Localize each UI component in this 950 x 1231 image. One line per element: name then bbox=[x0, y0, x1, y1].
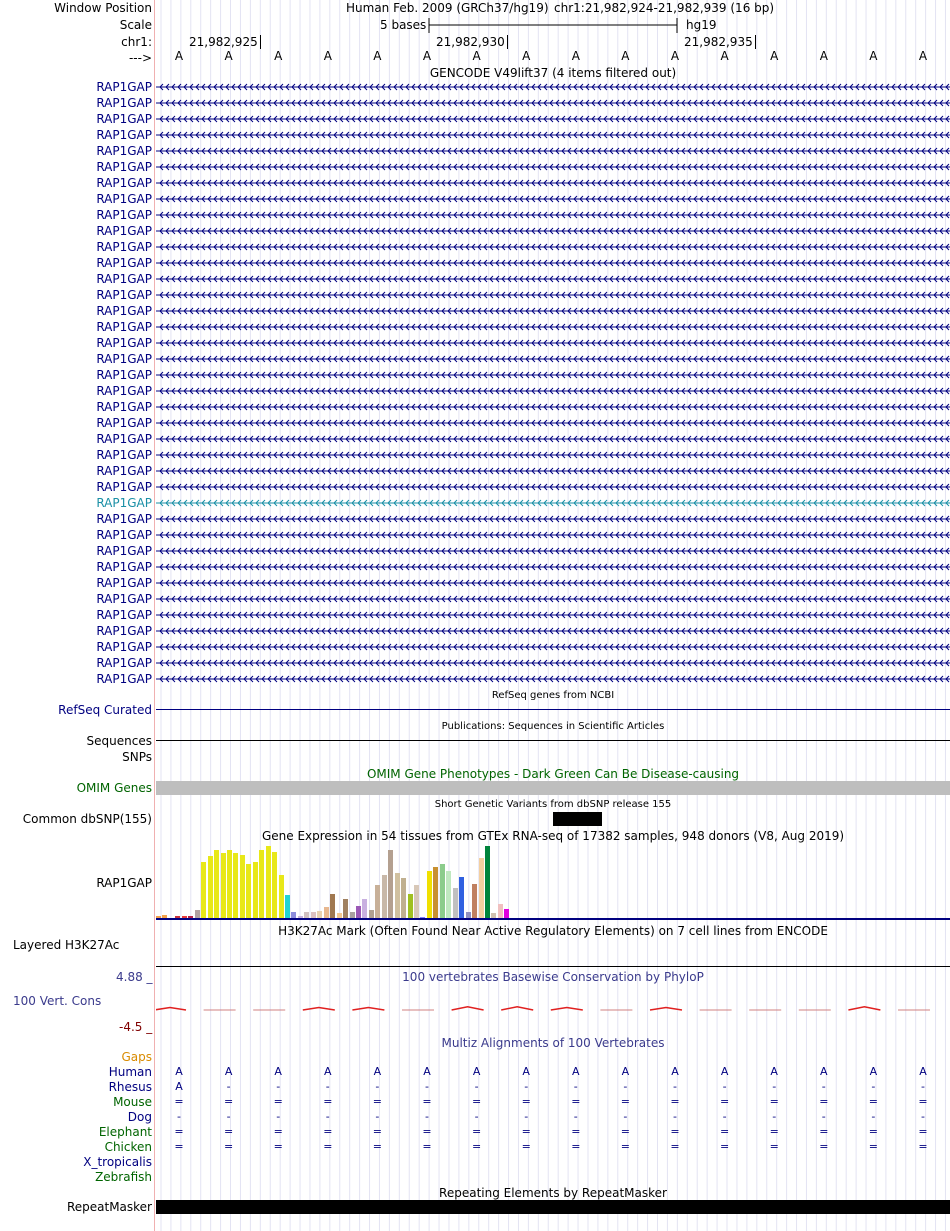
gencode-transcript[interactable] bbox=[156, 498, 950, 508]
gencode-gene-label[interactable]: RAP1GAP bbox=[96, 576, 152, 590]
window-position-label: Window Position bbox=[54, 1, 152, 15]
sequence-base: A bbox=[869, 49, 878, 63]
gencode-gene-label[interactable]: RAP1GAP bbox=[96, 448, 152, 462]
alignment-base: = bbox=[323, 1095, 333, 1108]
gencode-transcript[interactable] bbox=[156, 434, 950, 444]
alignment-base: = bbox=[719, 1140, 730, 1153]
alignment-base: - bbox=[821, 1080, 826, 1093]
gencode-gene-label[interactable]: RAP1GAP bbox=[96, 352, 152, 366]
species-label[interactable]: Zebrafish bbox=[95, 1170, 152, 1184]
alignment-base: = bbox=[422, 1125, 432, 1138]
gencode-gene-label[interactable]: RAP1GAP bbox=[96, 208, 152, 222]
gencode-transcript[interactable] bbox=[156, 290, 950, 300]
alignment-base: A bbox=[522, 1065, 530, 1078]
alignment-base: = bbox=[223, 1140, 234, 1153]
alignment-base: - bbox=[871, 1080, 876, 1093]
alignment-base: A bbox=[671, 1065, 679, 1078]
phylop-score bbox=[352, 1008, 384, 1010]
gencode-gene-label[interactable]: RAP1GAP bbox=[96, 304, 152, 318]
alignment-base: A bbox=[869, 1065, 878, 1078]
alignment-base: = bbox=[670, 1095, 680, 1108]
alignment-base: - bbox=[673, 1110, 677, 1123]
gtex-tissue-bar[interactable] bbox=[433, 867, 438, 919]
sequence-base: A bbox=[422, 49, 432, 63]
gencode-transcript[interactable] bbox=[156, 578, 950, 588]
refseq-title[interactable]: RefSeq genes from NCBI bbox=[491, 690, 615, 701]
alignment-base: - bbox=[623, 1110, 628, 1123]
alignment-base: = bbox=[323, 1125, 333, 1138]
gencode-transcript[interactable] bbox=[156, 82, 950, 92]
alignment-base: = bbox=[918, 1125, 928, 1138]
alignment-base: = bbox=[471, 1095, 482, 1108]
sequence-base: A bbox=[174, 49, 184, 63]
gtex-tissue-bar[interactable] bbox=[472, 884, 477, 919]
phylop-score bbox=[303, 1008, 335, 1010]
gencode-transcript[interactable] bbox=[156, 626, 950, 636]
snps-label[interactable]: SNPs bbox=[122, 750, 152, 764]
alignment-base: = bbox=[372, 1140, 382, 1153]
scale-bar bbox=[428, 18, 680, 34]
alignment-base: = bbox=[769, 1125, 779, 1138]
gtex-tissue-bar[interactable] bbox=[259, 850, 264, 919]
alignment-base: = bbox=[521, 1140, 531, 1153]
gencode-gene-label[interactable]: RAP1GAP bbox=[96, 288, 152, 302]
alignment-base: = bbox=[174, 1125, 184, 1138]
alignment-base: - bbox=[573, 1080, 578, 1093]
alignment-base: = bbox=[372, 1095, 382, 1108]
alignment-base: A bbox=[572, 1065, 580, 1078]
multiz-title[interactable]: Multiz Alignments of 100 Vertebrates bbox=[441, 1036, 665, 1050]
sequence-base: A bbox=[274, 49, 283, 63]
phylop-score bbox=[452, 1007, 484, 1010]
phylop-score bbox=[156, 1008, 186, 1010]
sequence-base: A bbox=[224, 49, 233, 63]
gencode-title[interactable]: GENCODE V49lift37 (4 items filtered out) bbox=[429, 66, 677, 80]
gtex-tissue-bar[interactable] bbox=[201, 862, 206, 919]
alignment-base: = bbox=[769, 1095, 779, 1108]
alignment-base: = bbox=[521, 1095, 531, 1108]
species-label[interactable]: Elephant bbox=[98, 1125, 152, 1139]
gtex-tissue-bar[interactable] bbox=[279, 875, 284, 919]
alignment-base: = bbox=[571, 1095, 581, 1108]
gencode-transcript[interactable] bbox=[156, 674, 950, 684]
alignment-base: = bbox=[620, 1125, 630, 1138]
gencode-gene-label[interactable]: RAP1GAP bbox=[96, 256, 152, 270]
cons-title[interactable]: 100 vertebrates Basewise Conservation by PhyloP bbox=[402, 970, 704, 984]
gtex-tissue-bar[interactable] bbox=[285, 895, 290, 919]
gencode-transcript[interactable] bbox=[156, 306, 950, 316]
gencode-gene-label[interactable]: RAP1GAP bbox=[96, 416, 152, 430]
gencode-gene-label[interactable]: RAP1GAP bbox=[96, 512, 152, 526]
alignment-base: A bbox=[720, 1065, 729, 1078]
gencode-transcript[interactable] bbox=[156, 130, 950, 140]
gtex-tissue-bar[interactable] bbox=[401, 878, 406, 919]
alignment-base: - bbox=[524, 1110, 529, 1123]
gencode-transcript[interactable] bbox=[156, 370, 950, 380]
sequences-label[interactable]: Sequences bbox=[86, 734, 152, 748]
alignment-base: A bbox=[175, 1080, 183, 1093]
gtex-tissue-bar[interactable] bbox=[214, 850, 219, 919]
alignment-base: = bbox=[174, 1095, 184, 1108]
gencode-transcript[interactable] bbox=[156, 178, 950, 188]
alignment-base: = bbox=[868, 1125, 878, 1138]
tick-label-3: 21,982,935 bbox=[684, 35, 756, 49]
pubs-title[interactable]: Publications: Sequences in Scientific Articles bbox=[441, 721, 665, 732]
gtex-baseline bbox=[156, 918, 950, 920]
gencode-transcript[interactable] bbox=[156, 322, 950, 332]
gencode-transcript[interactable] bbox=[156, 402, 950, 412]
alignment-base: = bbox=[769, 1140, 779, 1153]
alignment-base: A bbox=[820, 1065, 828, 1078]
gencode-gene-label[interactable]: RAP1GAP bbox=[96, 608, 152, 622]
rmsk-label[interactable]: RepeatMasker bbox=[66, 1200, 152, 1214]
alignment-base: = bbox=[223, 1125, 234, 1138]
alignment-base: = bbox=[273, 1140, 283, 1153]
h3k27ac-title[interactable]: H3K27Ac Mark (Often Found Near Active Regulatory Elements) on 7 cell lines from ENCODE bbox=[278, 924, 828, 938]
gencode-gene-label[interactable]: RAP1GAP bbox=[96, 560, 152, 574]
cons-label[interactable]: 100 Vert. Cons bbox=[13, 994, 102, 1008]
gencode-gene-label[interactable]: RAP1GAP bbox=[96, 368, 152, 382]
h3k27ac-label[interactable]: Layered H3K27Ac bbox=[13, 938, 120, 952]
gencode-gene-label[interactable]: RAP1GAP bbox=[96, 432, 152, 446]
gtex-tissue-bar[interactable] bbox=[440, 864, 445, 919]
alignment-base: = bbox=[620, 1095, 630, 1108]
gencode-transcript[interactable] bbox=[156, 562, 950, 572]
gencode-transcript[interactable] bbox=[156, 338, 950, 348]
gencode-transcript[interactable] bbox=[156, 450, 950, 460]
alignment-base: A bbox=[324, 1065, 332, 1078]
alignment-base: = bbox=[273, 1125, 283, 1138]
alignment-base: - bbox=[772, 1080, 777, 1093]
alignment-base: = bbox=[918, 1095, 928, 1108]
gencode-gene-label[interactable]: RAP1GAP bbox=[96, 624, 152, 638]
sequence-base: A bbox=[472, 49, 481, 63]
gtex-tissue-bar[interactable] bbox=[446, 871, 451, 919]
sequence-base: A bbox=[670, 49, 680, 63]
alignment-base: = bbox=[719, 1095, 730, 1108]
gencode-gene-label[interactable]: RAP1GAP bbox=[96, 272, 152, 286]
sequence-base: A bbox=[571, 49, 580, 63]
gtex-tissue-bar[interactable] bbox=[227, 850, 232, 919]
gencode-transcript[interactable] bbox=[156, 274, 950, 284]
gencode-transcript[interactable] bbox=[156, 210, 950, 220]
omim-title[interactable]: OMIM Gene Phenotypes - Dark Green Can Be Disease-causing bbox=[366, 767, 740, 781]
alignment-base: - bbox=[524, 1080, 529, 1093]
gencode-transcript[interactable] bbox=[156, 514, 950, 524]
gtex-tissue-bar[interactable] bbox=[240, 855, 245, 919]
species-label[interactable]: Rhesus bbox=[108, 1080, 152, 1094]
rmsk-bar[interactable] bbox=[156, 1200, 950, 1214]
gencode-gene-label[interactable]: RAP1GAP bbox=[96, 320, 152, 334]
alignment-base: A bbox=[770, 1065, 778, 1078]
alignment-base: = bbox=[719, 1125, 730, 1138]
dbsnp-variant[interactable] bbox=[553, 812, 603, 826]
gencode-gene-label[interactable]: RAP1GAP bbox=[96, 400, 152, 414]
gencode-transcript[interactable] bbox=[156, 258, 950, 268]
alignment-base: - bbox=[821, 1110, 826, 1123]
position-text[interactable]: chr1:21,982,924-21,982,939 (16 bp) bbox=[554, 1, 775, 15]
gencode-gene-label[interactable]: RAP1GAP bbox=[96, 224, 152, 238]
alignment-base: = bbox=[868, 1140, 878, 1153]
dbsnp-title[interactable]: Short Genetic Variants from dbSNP release 155 bbox=[434, 799, 672, 810]
gtex-tissue-bar[interactable] bbox=[375, 885, 380, 919]
species-label[interactable]: Chicken bbox=[104, 1140, 152, 1154]
rmsk-title[interactable]: Repeating Elements by RepeatMasker bbox=[439, 1186, 667, 1200]
gencode-transcript[interactable] bbox=[156, 242, 950, 252]
gencode-transcript[interactable] bbox=[156, 610, 950, 620]
alignment-base: = bbox=[471, 1140, 482, 1153]
alignment-base: A bbox=[621, 1065, 630, 1078]
gencode-gene-label[interactable]: RAP1GAP bbox=[96, 480, 152, 494]
phylop-score bbox=[551, 1008, 583, 1010]
sequence-base: A bbox=[373, 49, 382, 63]
gtex-tissue-bar[interactable] bbox=[414, 885, 419, 919]
gencode-gene-label[interactable]: RAP1GAP bbox=[96, 96, 152, 110]
alignment-base: = bbox=[819, 1125, 829, 1138]
gencode-gene-label[interactable]: RAP1GAP bbox=[96, 640, 152, 654]
phylop-score bbox=[501, 1007, 533, 1010]
species-label[interactable]: Human bbox=[108, 1065, 152, 1079]
h3k27ac-line[interactable] bbox=[156, 966, 950, 967]
scale-text: 5 bases bbox=[380, 18, 427, 32]
alignment-base: = bbox=[521, 1125, 531, 1138]
gencode-gene-label[interactable]: RAP1GAP bbox=[96, 240, 152, 254]
alignment-base: = bbox=[571, 1125, 581, 1138]
gtex-tissue-bar[interactable] bbox=[246, 864, 251, 919]
sequence-base: A bbox=[819, 49, 828, 63]
alignment-base: - bbox=[673, 1080, 677, 1093]
omim-label[interactable]: OMIM Genes bbox=[76, 781, 152, 795]
gtex-tissue-bar[interactable] bbox=[253, 862, 258, 919]
alignment-base: - bbox=[375, 1110, 380, 1123]
alignment-base: = bbox=[323, 1140, 333, 1153]
alignment-base: - bbox=[474, 1080, 479, 1093]
gencode-gene-label[interactable]: RAP1GAP bbox=[96, 656, 152, 670]
gencode-gene-label[interactable]: RAP1GAP bbox=[96, 160, 152, 174]
gencode-gene-label[interactable]: RAP1GAP bbox=[96, 192, 152, 206]
gencode-transcript[interactable] bbox=[156, 466, 950, 476]
gencode-gene-label[interactable]: RAP1GAP bbox=[96, 592, 152, 606]
cons-min: -4.5 _ bbox=[119, 1020, 153, 1034]
alignment-base: A bbox=[373, 1065, 382, 1078]
gencode-transcript[interactable] bbox=[156, 226, 950, 236]
assembly-text[interactable]: Human Feb. 2009 (GRCh37/hg19) bbox=[346, 1, 549, 15]
gtex-tissue-bar[interactable] bbox=[388, 850, 393, 919]
gtex-chart[interactable] bbox=[156, 844, 950, 919]
alignment-base: - bbox=[921, 1110, 925, 1123]
gencode-gene-label[interactable]: RAP1GAP bbox=[96, 112, 152, 126]
gtex-tissue-bar[interactable] bbox=[272, 852, 277, 919]
alignment-base: - bbox=[325, 1110, 330, 1123]
tick-label-1: 21,982,925 bbox=[189, 35, 261, 49]
gtex-tissue-bar[interactable] bbox=[208, 856, 213, 919]
alignment-base: A bbox=[175, 1065, 183, 1078]
phylop-score bbox=[848, 1007, 880, 1010]
alignment-base: - bbox=[573, 1110, 578, 1123]
alignment-base: - bbox=[375, 1080, 380, 1093]
scale-label: Scale bbox=[119, 18, 152, 32]
alignment-base: - bbox=[921, 1080, 925, 1093]
gencode-transcript[interactable] bbox=[156, 418, 950, 428]
gencode-transcript[interactable] bbox=[156, 354, 950, 364]
species-label[interactable]: Dog bbox=[127, 1110, 152, 1124]
alignment-base: = bbox=[422, 1140, 432, 1153]
alignment-base: - bbox=[474, 1110, 479, 1123]
gtex-tissue-bar[interactable] bbox=[479, 858, 484, 919]
gencode-transcript[interactable] bbox=[156, 146, 950, 156]
alignment-base: - bbox=[772, 1110, 777, 1123]
alignment-base: - bbox=[871, 1110, 876, 1123]
alignment-base: - bbox=[722, 1080, 727, 1093]
alignment-base: = bbox=[918, 1140, 928, 1153]
alignment-base: A bbox=[472, 1065, 481, 1078]
alignment-base: = bbox=[571, 1140, 581, 1153]
gencode-transcript[interactable] bbox=[156, 594, 950, 604]
gencode-gene-label[interactable]: RAP1GAP bbox=[96, 384, 152, 398]
gaps-label[interactable]: Gaps bbox=[121, 1050, 152, 1064]
tick-label-2: 21,982,930 bbox=[436, 35, 508, 49]
alignment-base: - bbox=[276, 1110, 281, 1123]
alignment-base: - bbox=[226, 1110, 231, 1123]
gtex-label[interactable]: RAP1GAP bbox=[96, 876, 152, 890]
gencode-gene-label[interactable]: RAP1GAP bbox=[96, 544, 152, 558]
sequence-base: A bbox=[770, 49, 779, 63]
gencode-gene-label[interactable]: RAP1GAP bbox=[96, 176, 152, 190]
gtex-tissue-bar[interactable] bbox=[266, 846, 271, 919]
omim-bar[interactable] bbox=[156, 781, 950, 795]
alignment-base: = bbox=[174, 1140, 184, 1153]
alignment-base: = bbox=[223, 1095, 234, 1108]
label-divider bbox=[154, 0, 155, 1231]
alignment-base: = bbox=[273, 1095, 283, 1108]
phylop-score bbox=[650, 1008, 682, 1010]
sequence-base: A bbox=[918, 49, 928, 63]
alignment-base: - bbox=[177, 1110, 181, 1123]
gencode-transcript[interactable] bbox=[156, 546, 950, 556]
gtex-tissue-bar[interactable] bbox=[459, 877, 464, 919]
gencode-gene-label[interactable]: RAP1GAP bbox=[96, 672, 152, 686]
sequence-base: A bbox=[720, 49, 729, 63]
alignment-base: = bbox=[819, 1140, 829, 1153]
gtex-title[interactable]: Gene Expression in 54 tissues from GTEx RNA-seq of 17382 samples, 948 donors (V8, Aug 2019) bbox=[261, 829, 845, 843]
dbsnp-label[interactable]: Common dbSNP(155) bbox=[22, 812, 152, 826]
gtex-tissue-bar[interactable] bbox=[427, 871, 432, 919]
db-text: hg19 bbox=[686, 18, 717, 32]
gtex-tissue-bar[interactable] bbox=[408, 894, 413, 919]
gencode-gene-label[interactable]: RAP1GAP bbox=[96, 496, 152, 510]
gtex-tissue-bar[interactable] bbox=[498, 904, 503, 919]
gencode-gene-label[interactable]: RAP1GAP bbox=[96, 128, 152, 142]
gencode-transcript[interactable] bbox=[156, 658, 950, 668]
alignment-base: - bbox=[623, 1080, 628, 1093]
gencode-gene-label[interactable]: RAP1GAP bbox=[96, 464, 152, 478]
gtex-tissue-bar[interactable] bbox=[330, 894, 335, 919]
species-label[interactable]: Mouse bbox=[113, 1095, 152, 1109]
pubs-line[interactable] bbox=[156, 740, 950, 741]
alignment-base: - bbox=[425, 1110, 429, 1123]
alignment-base: = bbox=[372, 1125, 382, 1138]
cons-max: 4.88 _ bbox=[116, 970, 153, 984]
gencode-transcript[interactable] bbox=[156, 530, 950, 540]
sequence-base: A bbox=[621, 49, 630, 63]
strand-label: ---> bbox=[128, 51, 152, 65]
sequence-base: A bbox=[323, 49, 332, 63]
gtex-tissue-bar[interactable] bbox=[233, 853, 238, 919]
sequence-base: A bbox=[522, 49, 531, 63]
alignment-base: - bbox=[425, 1080, 429, 1093]
alignment-base: A bbox=[919, 1065, 927, 1078]
gencode-transcript[interactable] bbox=[156, 162, 950, 172]
gencode-transcript[interactable] bbox=[156, 114, 950, 124]
species-label[interactable]: X_tropicalis bbox=[83, 1155, 152, 1169]
gencode-transcript[interactable] bbox=[156, 386, 950, 396]
gtex-tissue-bar[interactable] bbox=[221, 853, 226, 919]
alignment-base: A bbox=[274, 1065, 282, 1078]
gencode-transcript[interactable] bbox=[156, 194, 950, 204]
gtex-tissue-bar[interactable] bbox=[453, 888, 458, 919]
alignment-base: = bbox=[670, 1140, 680, 1153]
phylop-plot[interactable] bbox=[156, 990, 950, 1030]
alignment-base: - bbox=[276, 1080, 281, 1093]
gtex-tissue-bar[interactable] bbox=[485, 846, 490, 919]
refseq-label[interactable]: RefSeq Curated bbox=[58, 703, 152, 717]
gencode-gene-label[interactable]: RAP1GAP bbox=[96, 336, 152, 350]
gencode-transcript[interactable] bbox=[156, 482, 950, 492]
gtex-tissue-bar[interactable] bbox=[395, 873, 400, 919]
alignment-base: = bbox=[422, 1095, 432, 1108]
alignment-base: - bbox=[226, 1080, 231, 1093]
refseq-line[interactable] bbox=[156, 709, 950, 710]
alignment-base: = bbox=[670, 1125, 680, 1138]
gencode-transcript[interactable] bbox=[156, 642, 950, 652]
gencode-gene-label[interactable]: RAP1GAP bbox=[96, 528, 152, 542]
gtex-tissue-bar[interactable] bbox=[362, 899, 367, 919]
chrom-label: chr1: bbox=[121, 35, 152, 49]
gencode-gene-label[interactable]: RAP1GAP bbox=[96, 80, 152, 94]
alignment-base: = bbox=[471, 1125, 482, 1138]
alignment-base: - bbox=[325, 1080, 330, 1093]
alignment-base: = bbox=[819, 1095, 829, 1108]
gencode-transcript[interactable] bbox=[156, 98, 950, 108]
alignment-base: A bbox=[423, 1065, 431, 1078]
alignment-base: A bbox=[224, 1065, 233, 1078]
gtex-tissue-bar[interactable] bbox=[343, 899, 348, 919]
gencode-gene-label[interactable]: RAP1GAP bbox=[96, 144, 152, 158]
alignment-base: = bbox=[620, 1140, 630, 1153]
alignment-base: - bbox=[722, 1110, 727, 1123]
gtex-tissue-bar[interactable] bbox=[382, 875, 387, 919]
alignment-base: = bbox=[868, 1095, 878, 1108]
